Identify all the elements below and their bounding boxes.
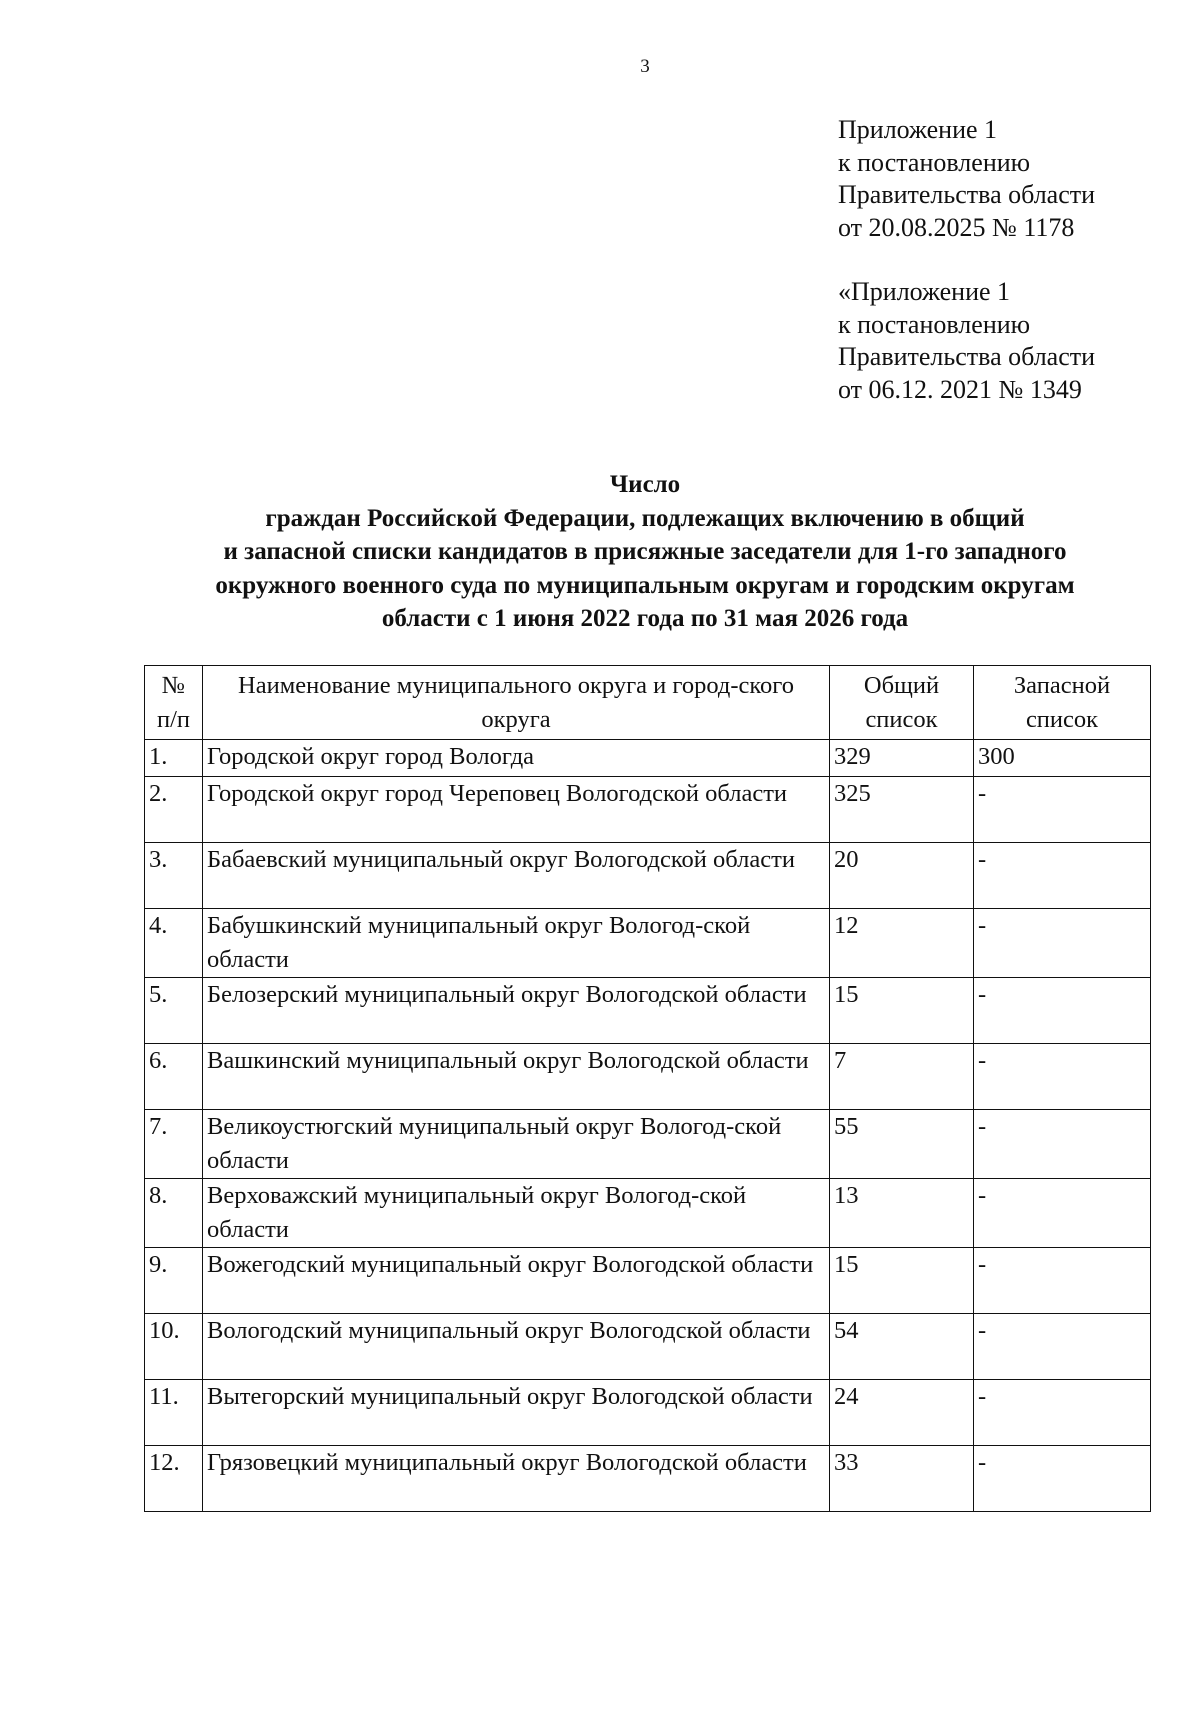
reserve-list-count: - <box>974 1446 1151 1512</box>
reserve-list-count: 300 <box>974 740 1151 777</box>
row-number: 6. <box>145 1044 203 1110</box>
header-number: № п/п <box>145 666 203 740</box>
row-number: 1. <box>145 740 203 777</box>
appendix-current-line: Правительства области <box>838 180 1096 209</box>
general-list-count: 15 <box>830 1248 974 1314</box>
district-name: Городской округ город Вологда <box>203 740 830 777</box>
header-district-name: Наименование муниципального округа и город-ского округа <box>203 666 830 740</box>
page-number: 3 <box>640 56 650 77</box>
table-row <box>145 1446 1151 1512</box>
district-name: Бабаевский муниципальный округ Вологодской области <box>203 843 830 909</box>
general-list-count: 13 <box>830 1179 974 1248</box>
general-list-count: 15 <box>830 978 974 1044</box>
district-name: Великоустюгский муниципальный округ Вологод-ской области <box>203 1110 830 1179</box>
table-header-row <box>145 666 1151 740</box>
title-line: Число <box>609 471 681 498</box>
general-list-count: 325 <box>830 777 974 843</box>
general-list-count: 20 <box>830 843 974 909</box>
general-list-count: 33 <box>830 1446 974 1512</box>
appendix-current-line: Приложение 1 <box>838 115 998 144</box>
title-line: и запасной списки кандидатов в присяжные заседатели для 1-го западного <box>223 538 1067 565</box>
appendix-previous-line: Правительства области <box>838 342 1096 371</box>
reserve-list-count: - <box>974 1380 1151 1446</box>
table-row <box>145 740 1151 777</box>
reserve-list-count: - <box>974 777 1151 843</box>
appendix-previous-line: к постановлению <box>838 309 1031 339</box>
appendix-current-block <box>838 114 1095 244</box>
table-row <box>145 777 1151 843</box>
row-number: 4. <box>145 909 203 978</box>
row-number: 7. <box>145 1110 203 1179</box>
district-name: Белозерский муниципальный округ Вологодской области <box>203 978 830 1044</box>
header-general-list: Общий список <box>830 666 974 740</box>
district-name: Бабушкинский муниципальный округ Вологод-ской области <box>203 909 830 978</box>
row-number: 2. <box>145 777 203 843</box>
reserve-list-count: - <box>974 1110 1151 1179</box>
row-number: 3. <box>145 843 203 909</box>
general-list-count: 55 <box>830 1110 974 1179</box>
row-number: 10. <box>145 1314 203 1380</box>
district-name: Вашкинский муниципальный округ Вологодской области <box>203 1044 830 1110</box>
table-row <box>145 1044 1151 1110</box>
reserve-list-count: - <box>974 1314 1151 1380</box>
reserve-list-count: - <box>974 909 1151 978</box>
appendix-previous-block <box>838 276 1095 406</box>
title-line: окружного военного суда по муниципальным округам и городским округам <box>215 571 1075 599</box>
district-name: Городской округ город Череповец Вологодской области <box>203 777 830 843</box>
appendix-current-line: от 20.08.2025 № 1178 <box>838 212 1075 242</box>
table-row <box>145 1380 1151 1446</box>
table-row <box>145 1314 1151 1380</box>
table-row <box>145 843 1151 909</box>
district-name: Грязовецкий муниципальный округ Вологодской области <box>203 1446 830 1512</box>
appendix-current-line: к постановлению <box>838 147 1031 177</box>
general-list-count: 329 <box>830 740 974 777</box>
title-line: граждан Российской Федерации, подлежащих включению в общий <box>265 504 1025 532</box>
appendix-previous-line: «Приложение 1 <box>838 277 1011 306</box>
reserve-list-count: - <box>974 1179 1151 1248</box>
row-number: 8. <box>145 1179 203 1248</box>
document-title <box>0 468 1200 636</box>
row-number: 9. <box>145 1248 203 1314</box>
district-name: Вожегодский муниципальный округ Вологодской области <box>203 1248 830 1314</box>
header-reserve-list: Запасной список <box>974 666 1151 740</box>
reserve-list-count: - <box>974 843 1151 909</box>
district-name: Верховажский муниципальный округ Вологод-ской области <box>203 1179 830 1248</box>
reserve-list-count: - <box>974 1044 1151 1110</box>
district-name: Вологодский муниципальный округ Вологодской области <box>203 1314 830 1380</box>
table-row <box>145 1248 1151 1314</box>
row-number: 12. <box>145 1446 203 1512</box>
juror-quota-table <box>144 665 1151 1512</box>
reserve-list-count: - <box>974 978 1151 1044</box>
table-row <box>145 909 1151 978</box>
general-list-count: 24 <box>830 1380 974 1446</box>
row-number: 5. <box>145 978 203 1044</box>
general-list-count: 12 <box>830 909 974 978</box>
general-list-count: 7 <box>830 1044 974 1110</box>
reserve-list-count: - <box>974 1248 1151 1314</box>
district-name: Вытегорский муниципальный округ Вологодской области <box>203 1380 830 1446</box>
table-row <box>145 978 1151 1044</box>
title-line: области с 1 июня 2022 года по 31 мая 2026 года <box>381 605 909 632</box>
table-row <box>145 1179 1151 1248</box>
appendix-previous-line: от 06.12. 2021 № 1349 <box>838 374 1082 404</box>
general-list-count: 54 <box>830 1314 974 1380</box>
row-number: 11. <box>145 1380 203 1446</box>
table-row <box>145 1110 1151 1179</box>
